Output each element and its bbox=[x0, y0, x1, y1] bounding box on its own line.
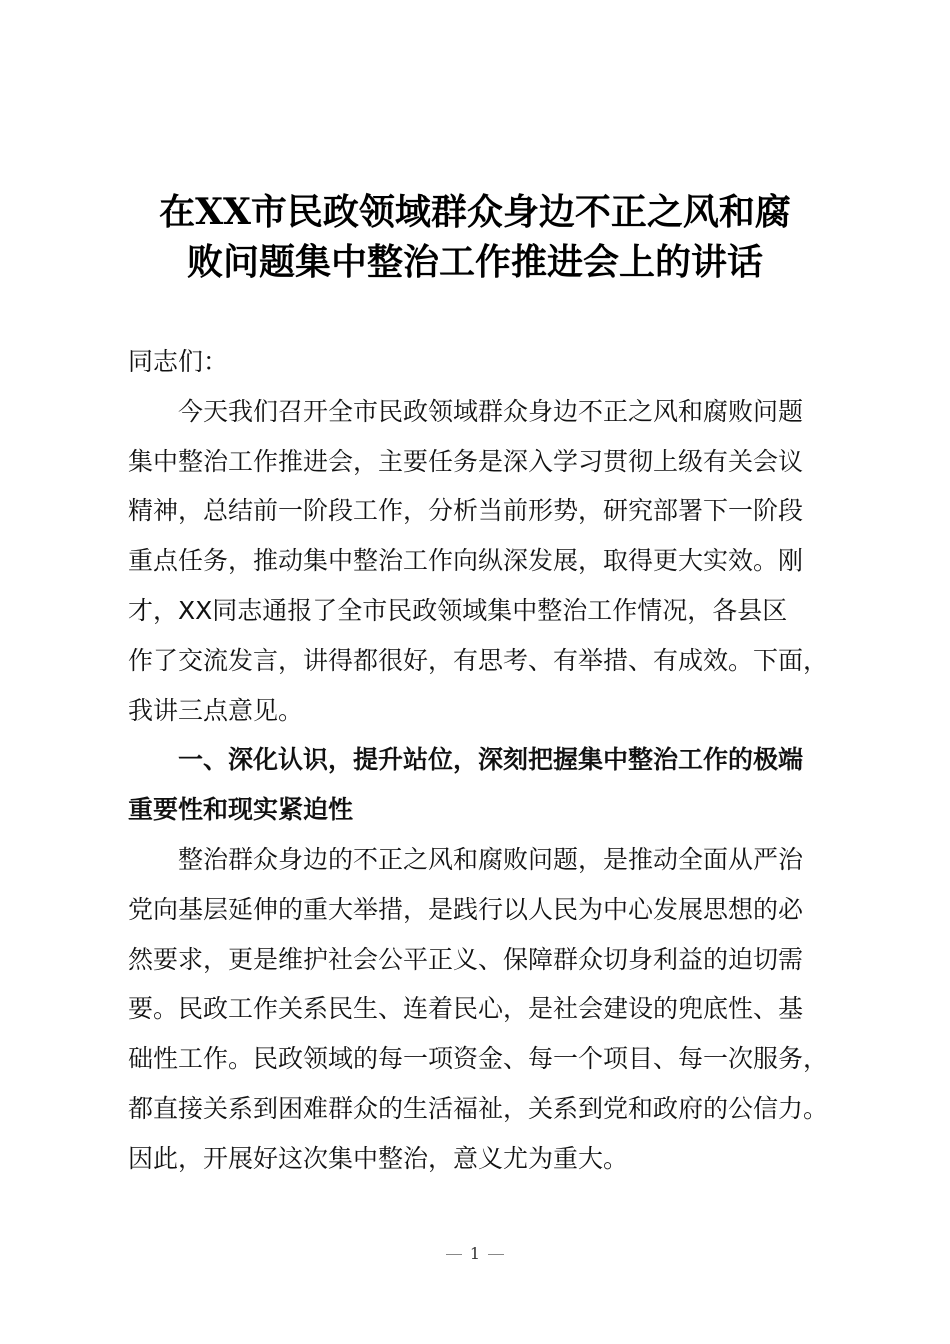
paragraph-line: 重点任务，推动集中整治工作向纵深发展，取得更大实效。刚 bbox=[128, 546, 804, 576]
paragraph-line: 然要求，更是维护社会公平正义、保障群众切身利益的迫切需 bbox=[128, 944, 804, 974]
salutation: 同志们： bbox=[128, 347, 229, 376]
paragraph-line: 都直接关系到困难群众的生活福祉，关系到党和政府的公信力。 bbox=[128, 1093, 829, 1123]
paragraph-line: 础性工作。民政领域的每一项资金、每一个项目、每一次服务， bbox=[128, 1044, 829, 1074]
paragraph-line: 今天我们召开全市民政领域群众身边不正之风和腐败问题 bbox=[178, 396, 804, 426]
dash-decoration bbox=[488, 1254, 504, 1255]
dash-decoration bbox=[446, 1254, 462, 1255]
title-line: 败问题集中整治工作推进会上的讲话 bbox=[186, 240, 763, 283]
paragraph-line: 精神，总结前一阶段工作，分析当前形势，研究部署下一阶段 bbox=[128, 496, 804, 526]
page-footer bbox=[0, 1244, 950, 1263]
section-heading: 一、深化认识，提升站位，深刻把握集中整治工作的极端 bbox=[178, 745, 804, 775]
paragraph-line: 作了交流发言，讲得都很好，有思考、有举措、有成效。下面， bbox=[128, 645, 829, 675]
paragraph-line: 党向基层延伸的重大举措，是践行以人民为中心发展思想的必 bbox=[128, 894, 804, 924]
page-number: 1 bbox=[469, 1244, 481, 1263]
paragraph-line: 我讲三点意见。 bbox=[128, 695, 304, 725]
paragraph-line: 要。民政工作关系民生、连着民心，是社会建设的兜底性、基 bbox=[128, 994, 804, 1024]
paragraph-line: 因此，开展好这次集中整治，意义尤为重大。 bbox=[128, 1143, 629, 1173]
paragraph-line: 整治群众身边的不正之风和腐败问题，是推动全面从严治 bbox=[178, 844, 804, 874]
title-line: 在XX市民政领域群众身边不正之风和腐 bbox=[159, 191, 791, 233]
paragraph-line: 才，XX同志通报了全市民政领域集中整治工作情况，各县区 bbox=[128, 595, 788, 625]
paragraph-line: 集中整治工作推进会，主要任务是深入学习贯彻上级有关会议 bbox=[128, 446, 804, 476]
section-heading: 重要性和现实紧迫性 bbox=[128, 795, 354, 825]
document-body bbox=[128, 337, 828, 1184]
document-title bbox=[100, 186, 850, 286]
